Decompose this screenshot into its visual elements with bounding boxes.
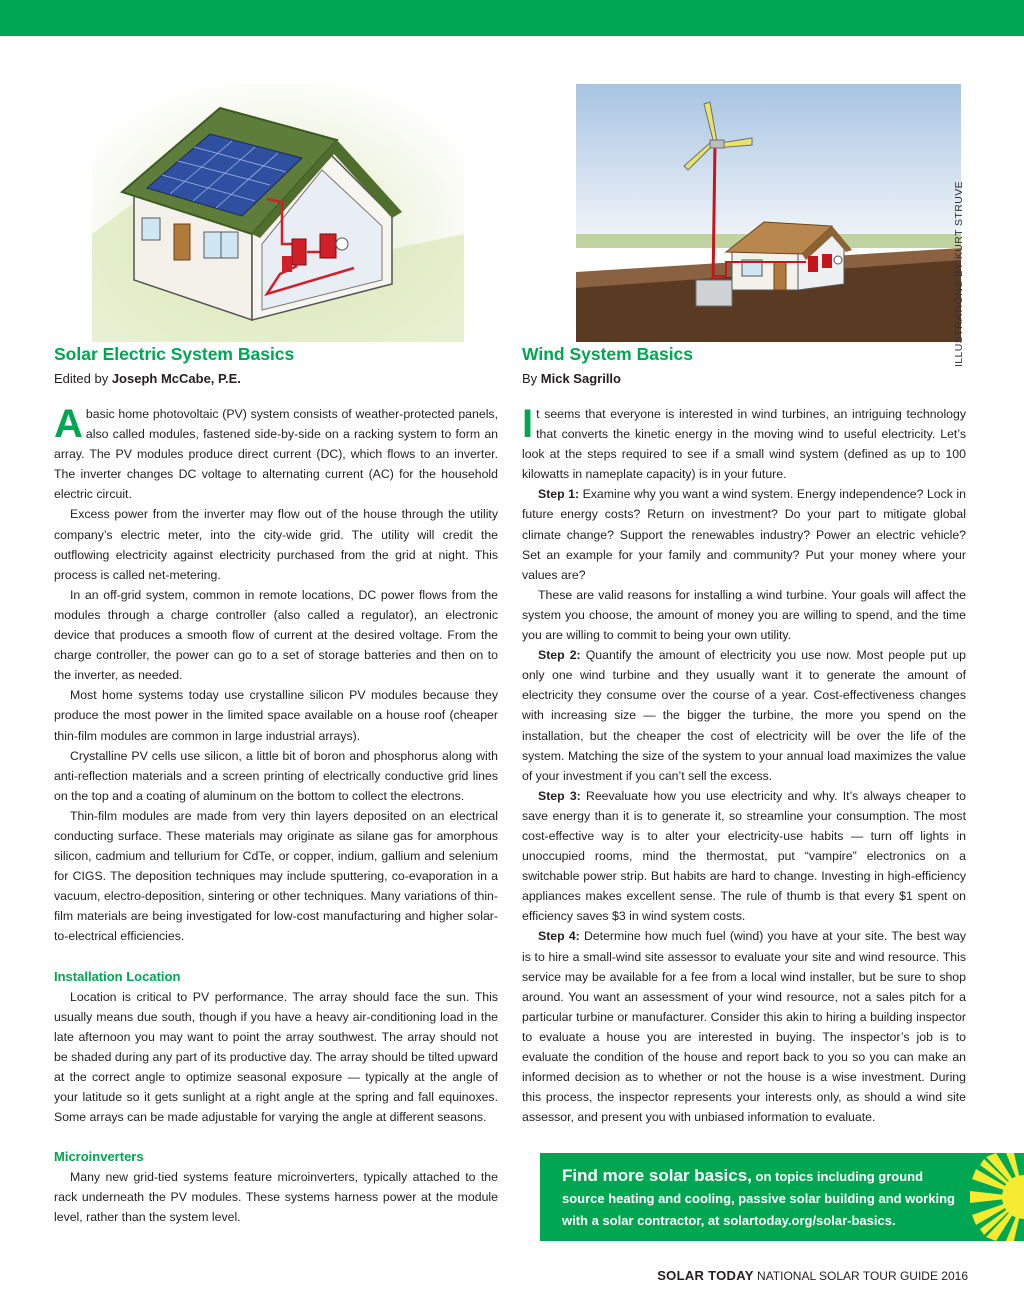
wind-system-drawing [576,84,961,342]
step-label: Step 3: [538,788,581,803]
illustration-credit-text: ILLUSTRATIONS BY KURT STRUVE [953,180,965,368]
step-text: Examine why you want a wind system. Energy independence? Lock in future energy costs? Return on investment? Do your part to mitigate global climate change? Support the renewables industry? Power an electric vehicle? Set an example for your family and community? Put your money where your values are? [522,487,966,582]
paragraph: Location is critical to PV performance. The array should face the sun. This usually means due south, though if you have a heavy air-conditioning load in the late afternoon you may want to point the array southwest. The array should not be shaded during any part of its productive day. The array should be tilted upward at the correct angle to optimize seasonal exposure — typically at the angle of your latitude so it gets sunlight at a right angle at the spring and fall equinoxes. Some arrays can be made adjustable for varying the angle at different seasons. [54,989,498,1125]
paragraph [522,786,966,927]
paragraph [522,484,966,584]
callout-body: on topics including ground source heating and cooling, passive solar building and working with a solar contractor, at [562,1169,955,1228]
paragraph: These are valid reasons for installing a wind turbine. Your goals will affect the system you choose, the amount of money you are willing to spend, and the time you are willing to commit to being your own utility. [522,587,966,643]
paragraph [54,404,498,504]
illustration-credit [931,180,987,368]
solar-article [54,340,498,1227]
wind-system-illustration [576,84,961,342]
step-text: Determine how much fuel (wind) you have at your site. The best way is to hire a small-wind site assessor to evaluate your site and wind resource. This service may be available for a fee from a local wind installer, but be sure to shop around. You want an assessment of your wind resource, not a sales pitch for a particular turbine or manufacturer. Consider this akin to hiring a building inspector to evaluate a house you are interested in buying. The inspector’s job is to evaluate the condition of the house and report back to you so you can make an informed decision as to whether or not the house is a wise investment. During this process, the inspector represents your interests only, as should a wind site assessor, and present you with unbiased information to evaluate. [522,929,967,1125]
step-label: Step 2: [538,648,581,663]
step-text: Reevaluate how you use electricity and why. It’s always cheaper to save energy than it is to generate it, so streamline your consumption. The most cost-effective way is to alter your electricity-use habits — turn off lights in unoccupied rooms, mind the thermostat, put “vampire” electronics on a switchable power strip. But habits are hard to change. Investing in high-efficiency appliances makes excellent sense. The rule of thumb is that every $1 spent on efficiency saves $3 in wind system costs. [522,788,967,924]
magazine-name: SOLAR TODAY [657,1268,754,1283]
solar-basics-callout [540,1153,1024,1241]
solar-article-byline [54,368,498,390]
callout-text [562,1165,962,1232]
wind-article-title: Wind System Basics [522,344,694,364]
wind-article [522,340,966,1127]
solar-article-title: Solar Electric System Basics [54,344,295,364]
step-label: Step 1: [538,487,580,502]
drop-cap: A [54,402,83,446]
byline-prefix: By [522,371,538,386]
step-text: Quantify the amount of electricity you use now. Most people put up only one wind turbine and they usually want it to generate the amount of electricity they consume over the course of a year. Cost-effectiveness changes with increasing size — the bigger the turbine, the more you spend on the installation, but the cheaper the cost of electricity will be over the life of the system. Matching the size of the system to your annual load maximizes the value of your investment if you can’t sell the excess. [522,648,966,783]
solar-house-drawing [92,84,464,342]
paragraph: In an off-grid system, common in remote locations, DC power flows from the modules through a charge controller (also called a regulator), an electronic device that produces a smooth flow of current at the desired voltage. From the charge controller, the power can go to a set of storage batteries and then on to the inverter, as needed. [54,587,498,683]
byline-prefix: Edited by [54,371,109,386]
paragraph [522,926,966,1127]
section-heading: Microinverters [54,1149,144,1165]
byline-author: Joseph McCabe, P.E. [111,371,241,386]
paragraph-text: basic home photovoltaic (PV) system consists of weather-protected panels, also called modules, fastened side-by-side on a racking system to form an array. The PV modules produce direct current (DC), which flows to an inverter. The inverter changes DC voltage to alternating current (AC) for the household electric circuit. [54,407,498,502]
top-color-bar [0,0,1024,36]
solar-basics-link[interactable]: solartoday.org/solar-basics [723,1213,892,1228]
step-label: Step 4: [538,929,580,944]
paragraph: Many new grid-tied systems feature microinverters, typically attached to the rack underneath the PV modules. These systems harness power at the module level, rather than the system level. [54,1170,498,1225]
paragraph: Thin-film modules are made from very thin layers deposited on an electrical conducting surface. These materials may originate as silane gas for amorphous silicon, cadmium and tellurium for CdTe, or copper, indium, gallium and selenium for CIGS. The deposition techniques may include sputtering, co-evaporation in a vacuum, electro-deposition, sintering or other techniques. Many variations of thin-film materials are being investigated for low-cost manufacturing and higher solar-to-electrical efficiencies. [54,808,498,944]
guide-name: NATIONAL SOLAR TOUR GUIDE 2016 [757,1269,968,1283]
wind-article-byline [522,368,966,390]
paragraph: Excess power from the inverter may flow out of the house through the utility company’s electric meter, into the city-wide grid. The utility will credit the outflowing electricity against electricity purchased from the grid at night. This process is called net-metering. [54,507,498,582]
callout-headline: Find more solar basics, [562,1166,752,1185]
callout-end: . [891,1213,896,1228]
paragraph: Most home systems today use crystalline silicon PV modules because they produce the most power in the limited space available on a house roof (cheaper thin-film modules are common in large industrial arrays). [54,688,498,743]
section-heading: Installation Location [54,968,181,984]
sun-icon [966,1153,1024,1241]
paragraph [522,404,966,484]
paragraph [522,645,966,786]
page-footer [657,1268,968,1283]
drop-cap: I [522,402,534,446]
solar-house-illustration [92,84,464,342]
paragraph: Crystalline PV cells use silicon, a little bit of boron and phosphorus along with anti-reflection materials and a screen printing of electrically conductive grid lines on the top and a coating of aluminum on the bottom to collect the electrons. [54,748,498,803]
byline-author: Mick Sagrillo [540,371,621,386]
paragraph-text: t seems that everyone is interested in wind turbines, an intriguing technology that converts the kinetic energy in the moving wind to useful electricity. Let’s look at the steps required to see if a small wind system (defined as up to 100 kilowatts in nameplate capacity) is in your future. [522,407,966,482]
